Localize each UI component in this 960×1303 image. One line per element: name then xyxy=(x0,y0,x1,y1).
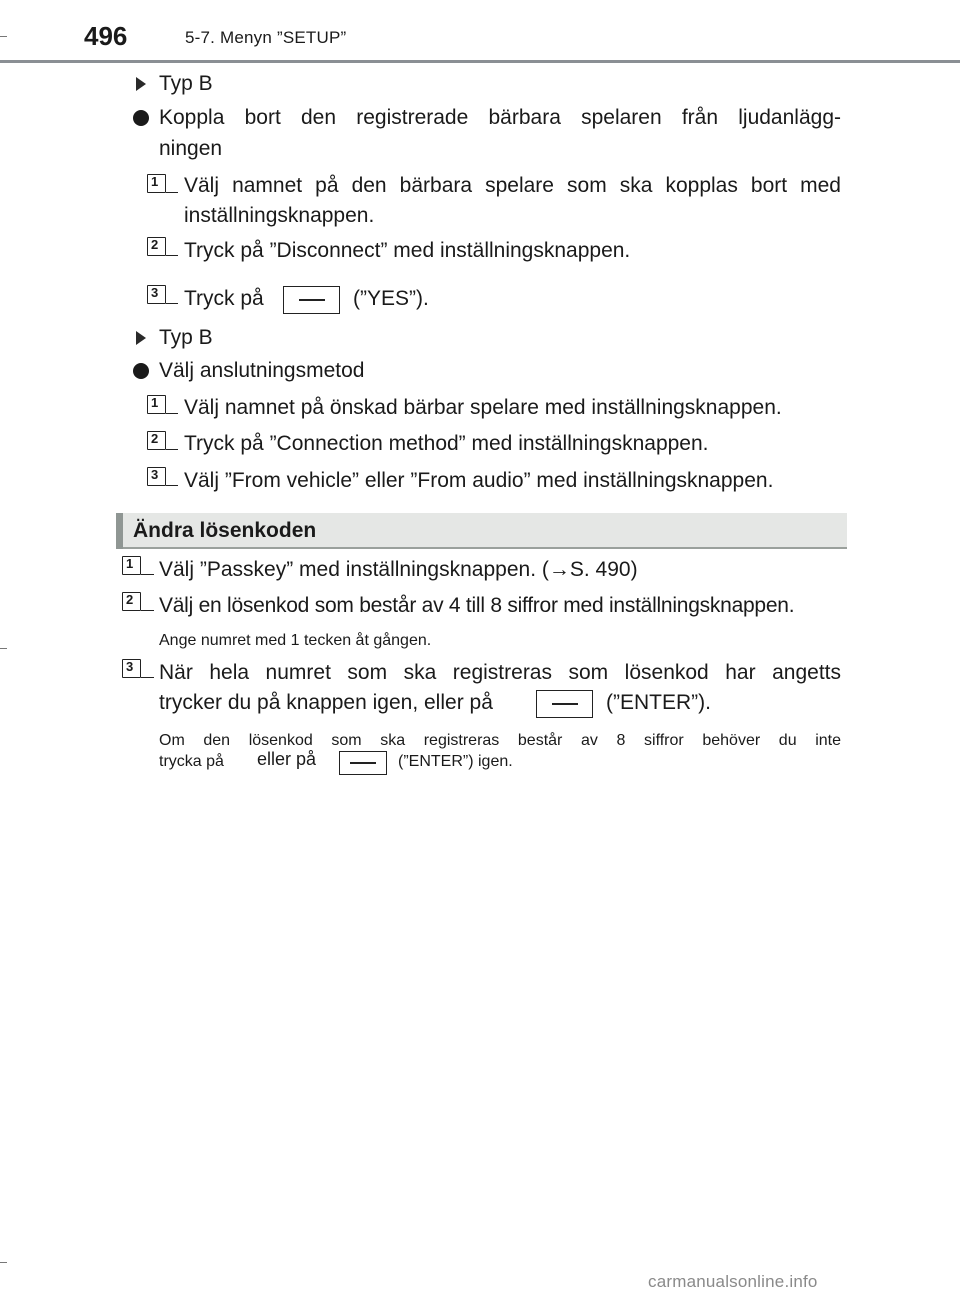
header-rule xyxy=(0,60,960,63)
step-underline xyxy=(166,413,178,414)
step-text: Tryck på xyxy=(184,287,264,310)
step-number-badge: 3 xyxy=(147,285,166,304)
step-underline xyxy=(166,449,178,450)
step-number-badge: 2 xyxy=(122,592,141,611)
step-text: Välj namnet på önskad bärbar spelare med inställningsknappen. xyxy=(184,396,782,419)
step-number-badge: 3 xyxy=(122,659,141,678)
step-text: När hela numret som ska registreras som lösenkod har angetts xyxy=(159,661,841,684)
bullet-text: Koppla bort den registrerade bärbara spelaren från ljudanlägg- xyxy=(159,106,841,129)
bullet-text-continued: ningen xyxy=(159,137,223,160)
bullet-icon xyxy=(133,363,149,379)
type-label: Typ B xyxy=(159,326,213,349)
step-number-badge: 1 xyxy=(147,395,166,414)
step-number-badge: 2 xyxy=(147,431,166,450)
enter-button-icon xyxy=(536,690,593,718)
step-underline xyxy=(141,677,154,678)
step-note-suffix: (”ENTER”) igen. xyxy=(398,753,513,770)
step-number-badge: 2 xyxy=(147,237,166,256)
step-number-badge: 1 xyxy=(147,174,166,193)
step-note: Ange numret med 1 tecken åt gången. xyxy=(159,632,432,649)
step-note-mid: eller på xyxy=(257,749,317,769)
step-underline xyxy=(166,192,178,193)
step-number-badge: 1 xyxy=(122,556,141,575)
step-underline xyxy=(166,255,178,256)
step-text: Välj ”Passkey” med inställningsknappen. (→S. 490) xyxy=(159,558,638,581)
triangle-marker-icon xyxy=(136,77,146,91)
type-label: Typ B xyxy=(159,72,213,95)
step-underline xyxy=(141,610,154,611)
step-text: Tryck på ”Connection method” med inställningsknappen. xyxy=(184,432,709,455)
watermark: carmanualsonline.info xyxy=(648,1272,818,1291)
step-text: Välj namnet på den bärbara spelare som ska kopplas bort med xyxy=(184,174,841,197)
step-underline xyxy=(166,485,178,486)
crop-mark xyxy=(0,648,7,649)
step-note-continued: trycka på xyxy=(159,753,224,770)
chapter-title: 5-7. Menyn ”SETUP” xyxy=(185,28,347,47)
page-number: 496 xyxy=(84,21,128,51)
enter-button-icon xyxy=(339,751,387,775)
step-text-continued: trycker du på knappen igen, eller på xyxy=(159,691,493,714)
step-text-suffix: (”YES”). xyxy=(353,287,429,310)
step-underline xyxy=(141,574,154,575)
step-text-suffix: (”ENTER”). xyxy=(606,691,711,714)
crop-mark xyxy=(0,1262,7,1263)
step-number-badge: 3 xyxy=(147,467,166,486)
step-text: Välj en lösenkod som består av 4 till 8 siffror med inställningsknappen. xyxy=(159,594,795,617)
bullet-text: Välj anslutningsmetod xyxy=(159,359,365,382)
step-text: Välj ”From vehicle” eller ”From audio” med inställningsknappen. xyxy=(184,469,774,492)
step-text-continued: inställningsknappen. xyxy=(184,204,375,227)
section-accent-bar xyxy=(116,513,123,549)
crop-mark xyxy=(0,36,7,37)
step-underline xyxy=(166,303,178,304)
step-text: Tryck på ”Disconnect” med inställningsknappen. xyxy=(184,239,631,262)
bullet-icon xyxy=(133,110,149,126)
section-title: Ändra lösenkoden xyxy=(133,519,317,542)
triangle-marker-icon xyxy=(136,331,146,345)
step-note: Om den lösenkod som ska registreras består av 8 siffror behöver du inte xyxy=(159,732,841,749)
yes-button-icon xyxy=(283,286,340,314)
